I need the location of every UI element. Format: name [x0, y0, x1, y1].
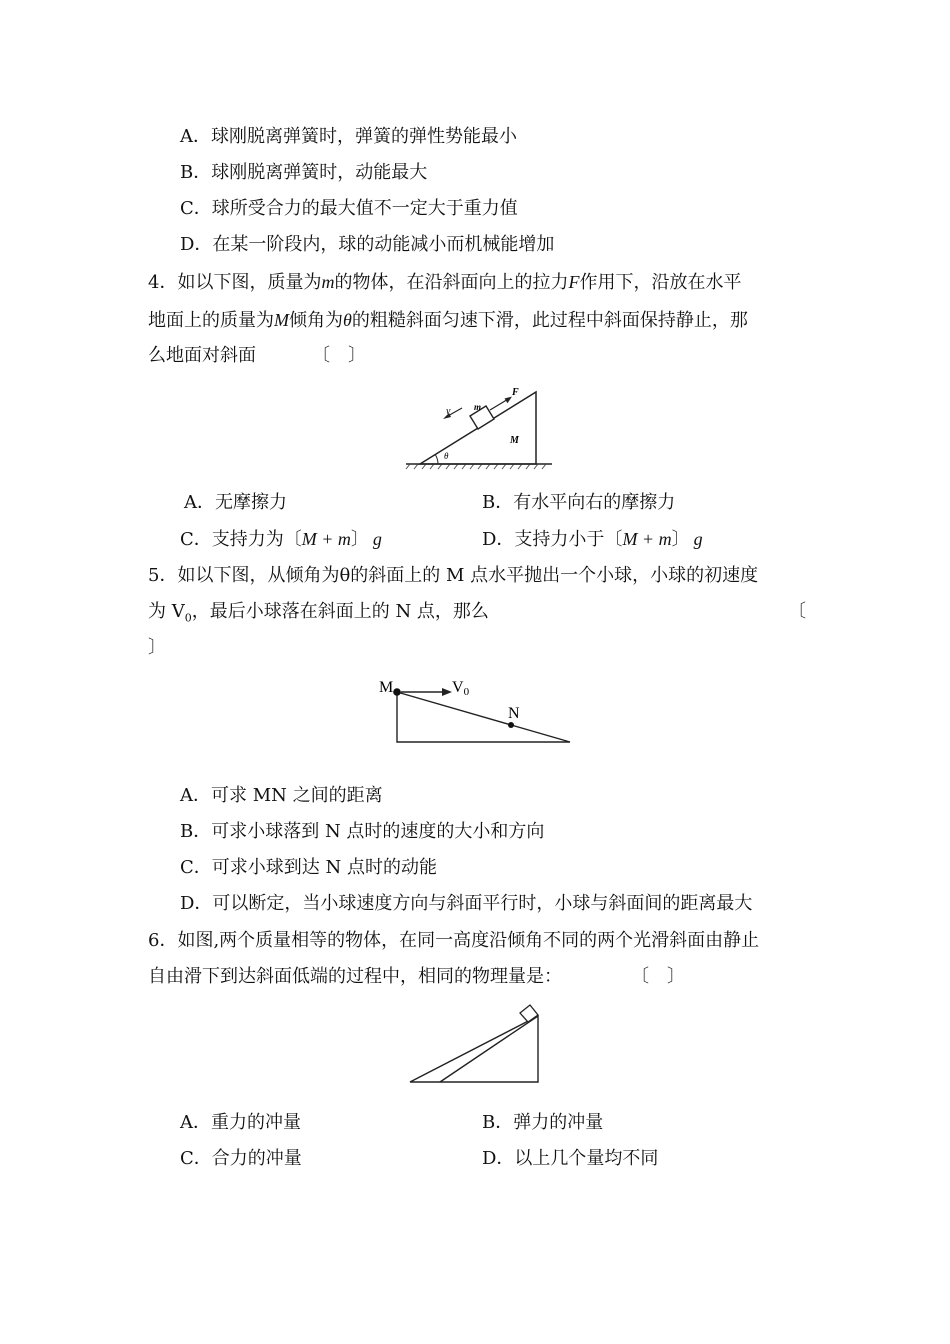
q4-text: 的粗糙斜面匀速下滑，此过程中斜面保持静止，那 — [351, 310, 748, 331]
q6-option-a: A．重力的冲量 — [180, 1112, 301, 1133]
q4-incline-figure — [404, 384, 554, 470]
q4-var-M: M — [274, 310, 289, 330]
q4-text: 4．如以下图，质量为 — [148, 272, 322, 293]
q5-fig-label-M: M — [379, 679, 394, 696]
q4-expr: M + m — [301, 529, 351, 549]
q5-option-a: A．可求 MN 之间的距离 — [180, 785, 383, 806]
q6-option-b: B．弹力的冲量 — [482, 1112, 604, 1133]
q4-var-g: g — [372, 529, 382, 549]
q6-stem-line2 — [148, 965, 685, 989]
q4-stem-line1 — [148, 270, 741, 295]
q5-projectile-figure — [374, 672, 578, 748]
q3-option-c: C．球所受合力的最大值不一定大于重力值 — [180, 198, 518, 219]
q6-option-d: D．以上几个量均不同 — [482, 1148, 659, 1169]
q6-option-c: C．合力的冲量 — [180, 1148, 302, 1169]
q4-option-a: A．无摩擦力 — [184, 492, 287, 513]
q3-option-a: A．球刚脱离弹簧时，弹簧的弹性势能最小 — [180, 126, 517, 147]
q5-incline — [397, 692, 570, 742]
q5-bracket-close: 〕 — [148, 637, 166, 658]
q6-answer-bracket: 〔 〕 — [640, 966, 685, 987]
q5-bracket-open: 〔 — [788, 601, 806, 622]
q6-incline-shallow — [410, 1016, 538, 1082]
q4-option-b: B．有水平向右的摩擦力 — [482, 492, 676, 513]
q5-stem-line2 — [148, 600, 489, 631]
q4-stem-line2 — [148, 308, 748, 333]
q3-option-b: B．球刚脱离弹簧时，动能最大 — [180, 162, 428, 183]
q5-fig-label-N: N — [508, 705, 520, 722]
q5-point-m — [393, 688, 401, 696]
q5-text: 为 V — [148, 601, 185, 622]
q4-text: 〕 — [350, 529, 369, 550]
q4-text: 的物体，在沿斜面向上的拉力 — [334, 272, 569, 293]
q6-text: 自由滑下到达斜面低端的过程中，相同的物理量是： — [148, 966, 562, 987]
q4-fig-label-M: M — [510, 435, 519, 446]
q4-text: 地面上的质量为 — [148, 310, 274, 331]
q4-text: 倾角为 — [289, 310, 343, 331]
q5-fig-label-V-sub: 0 — [463, 686, 470, 698]
q4-fig-label-m: m — [474, 402, 482, 412]
q4-fig-label-F: F — [512, 387, 519, 398]
q5-option-c: C．可求小球到达 N 点时的动能 — [180, 857, 437, 878]
q6-stem-line1: 6．如图,两个质量相等的物体，在同一高度沿倾角不同的两个光滑斜面由静止 — [148, 930, 760, 951]
q5-fig-label-V — [452, 679, 470, 698]
q4-option-d — [482, 527, 703, 552]
q4-var-f: F — [568, 272, 580, 292]
q6-block — [520, 1005, 538, 1022]
q3-option-d: D．在某一阶段内，球的动能减小而机械能增加 — [180, 234, 555, 255]
q4-text: 么地面对斜面 — [148, 345, 256, 366]
q4-text: 〕 — [671, 529, 690, 550]
q4-var-m: m — [321, 272, 335, 292]
q4-option-c — [180, 527, 382, 552]
q4-fig-label-theta: θ — [444, 451, 449, 461]
q4-var-theta: θ — [343, 310, 352, 330]
q5-stem-line1: 5．如以下图，从倾角为θ的斜面上的 M 点水平抛出一个小球，小球的初速度 — [148, 565, 759, 586]
q4-answer-bracket: 〔 〕 — [312, 345, 366, 366]
q5-subscript: 0 — [184, 611, 192, 625]
q5-text: ，最后小球落在斜面上的 N 点，那么 — [191, 601, 489, 622]
q5-point-n — [508, 722, 514, 728]
q6-two-inclines-figure — [404, 1000, 546, 1088]
q4-fig-label-v: v — [446, 406, 451, 417]
q4-text: D．支持力小于〔 — [482, 529, 623, 550]
q4-text: C．支持力为〔 — [180, 529, 302, 550]
q6-incline-steep — [440, 1016, 538, 1082]
q4-var-g: g — [693, 529, 703, 549]
q5-fig-label-V-main: V — [452, 679, 464, 696]
q5-option-b: B．可求小球落到 N 点时的速度的大小和方向 — [180, 821, 545, 842]
q4-text: 作用下，沿放在水平 — [579, 272, 742, 293]
q4-expr: M + m — [622, 529, 672, 549]
q4-stem-line3 — [148, 344, 366, 368]
q5-option-d: D．可以断定，当小球速度方向与斜面平行时，小球与斜面间的距离最大 — [180, 893, 753, 914]
